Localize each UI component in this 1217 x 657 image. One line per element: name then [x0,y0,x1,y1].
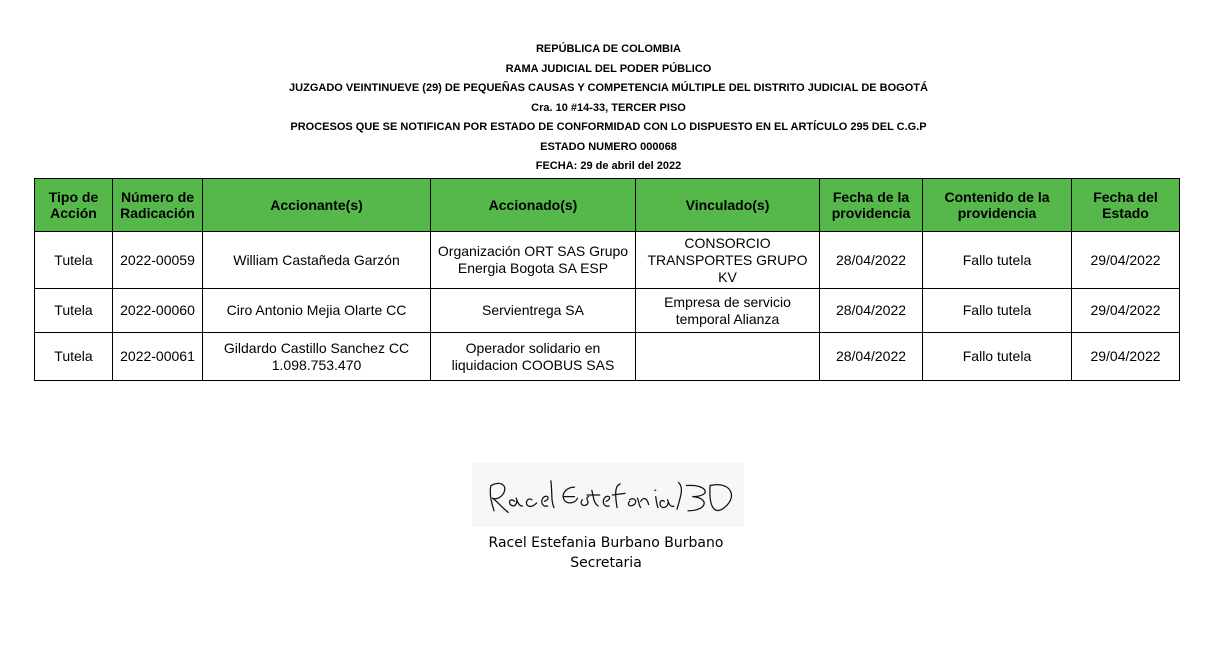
col-header-contenido: Contenido de la providencia [923,179,1072,232]
cell-fecha-providencia: 28/04/2022 [820,232,923,289]
cell-radicacion: 2022-00059 [113,232,203,289]
signature-drawing [472,463,744,527]
col-header-fecha-providencia: Fecha de la providencia [820,179,923,232]
cell-accionado: Servientrega SA [431,289,636,333]
cell-radicacion: 2022-00061 [113,333,203,381]
col-header-vinculado: Vinculado(s) [636,179,820,232]
header-date: FECHA: 29 de abril del 2022 [535,160,682,172]
cell-tipo: Tutela [35,333,113,381]
cell-radicacion: 2022-00060 [113,289,203,333]
estado-table [34,178,1180,381]
document-header [0,40,1217,177]
table-header-row [35,179,1180,232]
cell-fecha-estado: 29/04/2022 [1072,333,1180,381]
header-country: REPÚBLICA DE COLOMBIA [535,43,682,55]
cell-tipo: Tutela [35,232,113,289]
col-header-radicacion: Número de Radicación [113,179,203,232]
signatory-name: Racel Estefania Burbano Burbano [488,535,724,551]
signatory-role: Secretaria [570,555,642,571]
handwritten-signature [472,463,744,527]
header-branch: RAMA JUDICIAL DEL PODER PÚBLICO [505,62,712,75]
cell-accionado: Operador solidario en liquidacion COOBUS SAS [431,333,636,381]
cell-accionante: William Castañeda Garzón [203,232,431,289]
col-header-tipo: Tipo de Acción [35,179,113,232]
table-row [35,289,1180,333]
cell-fecha-estado: 29/04/2022 [1072,232,1180,289]
header-legal-basis: PROCESOS QUE SE NOTIFICAN POR ESTADO DE CONFORMIDAD CON LO DISPUESTO EN EL ARTÍCULO 295 DEL C.G.P [290,121,927,133]
cell-accionante: Ciro Antonio Mejia Olarte CC [203,289,431,333]
col-header-fecha-estado: Fecha del Estado [1072,179,1180,232]
cell-contenido: Fallo tutela [923,232,1072,289]
table-row [35,333,1180,381]
cell-fecha-providencia: 28/04/2022 [820,289,923,333]
signatory-block [0,533,1212,573]
cell-accionante: Gildardo Castillo Sanchez CC 1.098.753.470 [203,333,431,381]
cell-accionado: Organización ORT SAS Grupo Energia Bogota SA ESP [431,232,636,289]
cell-vinculado: CONSORCIO TRANSPORTES GRUPO KV [636,232,820,289]
table-row [35,232,1180,289]
cell-vinculado: Empresa de servicio temporal Alianza [636,289,820,333]
col-header-accionante: Accionante(s) [203,179,431,232]
cell-contenido: Fallo tutela [923,333,1072,381]
header-court: JUZGADO VEINTINUEVE (29) DE PEQUEÑAS CAUSAS Y COMPETENCIA MÚLTIPLE DEL DISTRITO JUDICIAL DE BOGOTÁ [289,82,928,94]
cell-vinculado [636,333,820,381]
header-estado-number: ESTADO NUMERO 000068 [540,140,677,153]
cell-tipo: Tutela [35,289,113,333]
col-header-accionado: Accionado(s) [431,179,636,232]
cell-fecha-providencia: 28/04/2022 [820,333,923,381]
header-address: Cra. 10 #14-33, TERCER PISO [531,101,686,114]
cell-contenido: Fallo tutela [923,289,1072,333]
cell-fecha-estado: 29/04/2022 [1072,289,1180,333]
